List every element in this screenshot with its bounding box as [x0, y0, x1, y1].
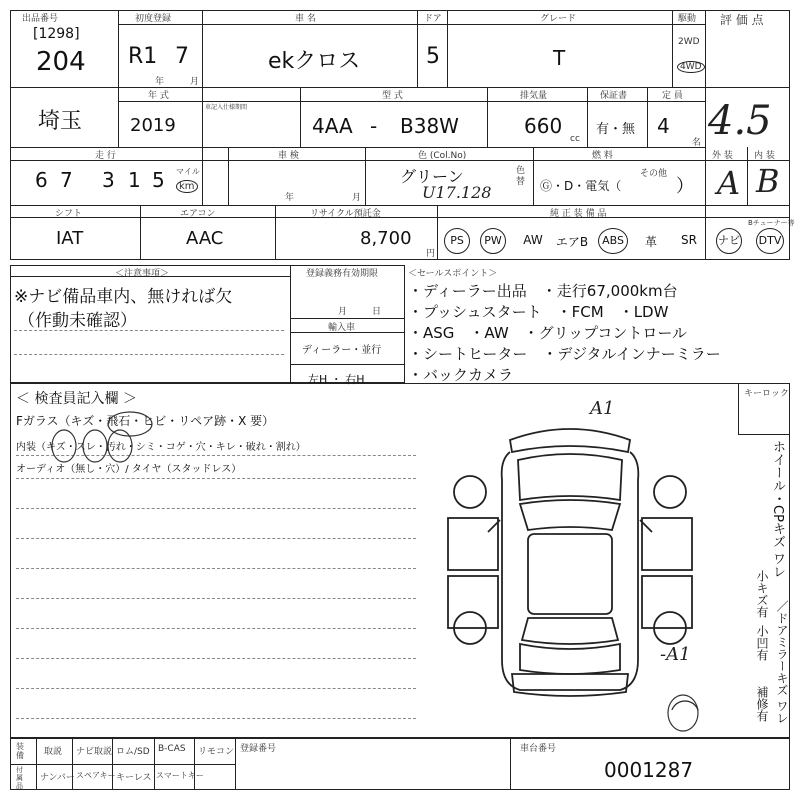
- equip-leather: 革: [644, 235, 657, 249]
- equip-aw: AW: [523, 233, 543, 247]
- fuel-options: Ⓖ・D・電気（: [540, 179, 622, 193]
- sales-point-1: ・ディーラー出品 ・走行67,000km台: [408, 282, 678, 300]
- first-reg-month: 7: [175, 44, 189, 69]
- capacity-value: 4: [657, 114, 670, 138]
- item-keyless: キーレス: [116, 773, 152, 783]
- model-code: B38W: [400, 114, 459, 138]
- warranty-label: 保証書: [600, 91, 628, 101]
- mileage-digit-2: 7: [60, 168, 73, 192]
- doors-value: 5: [426, 44, 440, 69]
- month-unit: 月: [190, 77, 200, 87]
- sales-point-3: ・ASG ・AW ・グリップコントロール: [408, 324, 688, 342]
- item-smart-key: スマートキー: [156, 771, 204, 780]
- fuel-close: ）: [676, 176, 694, 197]
- shift-label: シフト: [55, 209, 83, 219]
- score-value: 4.5: [708, 98, 772, 144]
- inspector-line-1: Fガラス（キズ・飛石・ヒビ・リペア跡・X 要）: [16, 414, 275, 428]
- year-label: 年 式: [148, 91, 169, 101]
- legend-col-1: ホイール・CPキズ ワレ: [770, 440, 785, 579]
- mileage-digit-3: 3: [102, 168, 115, 192]
- legend-col-4: 小凹有: [755, 625, 769, 661]
- drive-2wd: 2WD: [678, 37, 700, 47]
- item-manual: 取説: [44, 747, 63, 757]
- model-label: 型 式: [382, 91, 403, 101]
- mileage-digit-1: 6: [35, 168, 48, 192]
- inspection-label: 車 検: [278, 151, 299, 161]
- mileage-digit-5: 5: [152, 168, 165, 192]
- fuel-other: その他: [640, 169, 668, 179]
- model-engine: 4AA: [312, 114, 353, 138]
- drive-4wd: 4WD: [677, 61, 705, 73]
- doors-label: ドア: [424, 14, 442, 24]
- drive-label: 駆動: [678, 14, 697, 24]
- grade-label: グレード: [540, 14, 577, 24]
- sales-point-4: ・シートヒーター ・デジタルインナーミラー: [408, 345, 721, 363]
- legend-col-5: 補修有: [755, 686, 769, 722]
- car-name-label: 車 名: [295, 14, 316, 24]
- warranty-value: 有・無: [596, 122, 636, 137]
- first-reg-era: R1: [128, 44, 158, 69]
- shift-value: IAT: [56, 228, 84, 249]
- interior-grade: B: [756, 162, 780, 200]
- lot-label: 出品番号: [22, 14, 59, 24]
- equip-navi: ナビ: [716, 228, 742, 254]
- reg-expiry-label: 登録義務有効期限: [306, 269, 379, 279]
- area-value: 埼玉: [38, 109, 83, 134]
- inspection-month: 月: [352, 193, 362, 203]
- color-change: 色替: [516, 166, 526, 187]
- first-reg-label: 初度登録: [135, 14, 172, 24]
- mileage-label: 走 行: [95, 151, 116, 161]
- item-spare-key: スペアキー: [76, 771, 116, 780]
- import-dealer: ディーラー・並行: [302, 345, 382, 356]
- cc-label: 排気量: [520, 91, 548, 101]
- inspection-year: 年: [285, 193, 295, 203]
- reg-expiry-day: 日: [372, 307, 382, 317]
- lot-bracket: [1298]: [33, 26, 80, 42]
- exterior-grade: A: [717, 164, 741, 202]
- item-rom-sd: ロム/SD: [116, 747, 150, 757]
- mileage-mile: マイル: [176, 167, 200, 176]
- sales-point-5: ・バックカメラ: [408, 366, 514, 384]
- capacity-label: 定 員: [662, 91, 683, 101]
- legend-col-3: 小キズ有: [755, 570, 769, 618]
- sales-point-2: ・プッシュスタート ・FCM ・LDW: [408, 303, 669, 321]
- color-code: U17.128: [422, 183, 492, 202]
- exterior-label: 外 装: [712, 151, 733, 161]
- recycle-value: 8,700: [360, 228, 412, 249]
- chassis-label: 車台番号: [520, 744, 557, 754]
- inspector-label: ＜ 検査員記入欄 ＞: [16, 391, 137, 407]
- capacity-unit: 名: [692, 138, 702, 148]
- year-unit: 年: [155, 77, 165, 87]
- notes-line-2: （作動未確認）: [18, 311, 137, 331]
- ac-label: エアコン: [180, 209, 216, 219]
- notes-label: ＜注意事項＞: [115, 269, 170, 279]
- recycle-unit: 円: [426, 249, 436, 259]
- equip-ps: PS: [444, 228, 470, 254]
- equip-airbag: エアB: [555, 235, 589, 249]
- recycle-label: リサイクル預託金: [310, 209, 381, 219]
- equip-sr: SR: [681, 233, 697, 247]
- year-value: 2019: [130, 115, 176, 136]
- interior-label: 内 装: [754, 151, 775, 161]
- mark-front: A1: [590, 398, 615, 419]
- mileage-digit-4: 1: [128, 168, 141, 192]
- key-lock-label: キーロック: [744, 389, 789, 399]
- legend-col-2: ／ドアミラーキズ ワレ: [775, 600, 789, 724]
- equip-pw: PW: [480, 228, 506, 254]
- model-dash: -: [370, 114, 378, 138]
- mileage-km: km: [176, 180, 198, 193]
- score-label: 評 価 点: [720, 13, 764, 27]
- sales-points-label: ＜セールスポイント＞: [408, 269, 498, 279]
- mark-side: -A1: [660, 644, 691, 665]
- item-navi-manual: ナビ取説: [76, 747, 113, 757]
- lot-number: 204: [36, 47, 86, 77]
- chassis-number: 0001287: [604, 758, 694, 782]
- tuner-label: Bチューナー等: [748, 219, 795, 227]
- item-remote: リモコン: [198, 747, 235, 757]
- color-label: 色 (Col.No): [418, 151, 467, 161]
- equip-row-label: 装備: [16, 742, 24, 760]
- item-bcas: B-CAS: [158, 744, 186, 754]
- reg-expiry-month: 月: [338, 307, 348, 317]
- inspector-line-3: オーディオ（無し・穴）/ タイヤ（スタッドレス）: [16, 464, 242, 475]
- import-label: 輸入車: [328, 323, 356, 333]
- cc-value: 660: [524, 114, 563, 138]
- ac-value: AAC: [186, 228, 224, 249]
- inspector-line-2: 内装（キズ・スレ・汚れ・シミ・コゲ・穴・キレ・破れ・割れ）: [16, 442, 306, 453]
- fuel-label: 燃 料: [592, 151, 613, 161]
- equip-abs: ABS: [598, 228, 628, 254]
- equipment-label: 純 正 装 備 品: [550, 209, 607, 219]
- year-note: 車記入仕様期間: [205, 104, 248, 111]
- car-name: ekクロス: [268, 49, 361, 74]
- item-plate: ナンバー: [40, 773, 75, 783]
- steering: 左H ・ 右H: [308, 373, 365, 386]
- reg-no-label: 登録番号: [240, 744, 277, 754]
- equip-dtv: DTV: [756, 228, 784, 254]
- cc-unit: cc: [570, 134, 580, 144]
- accessory-label: 付属品: [16, 766, 23, 790]
- grade-value: T: [553, 46, 566, 70]
- notes-line-1: ※ナビ備品車内、無ければ欠: [14, 287, 233, 307]
- color-name: グリーン: [400, 167, 464, 186]
